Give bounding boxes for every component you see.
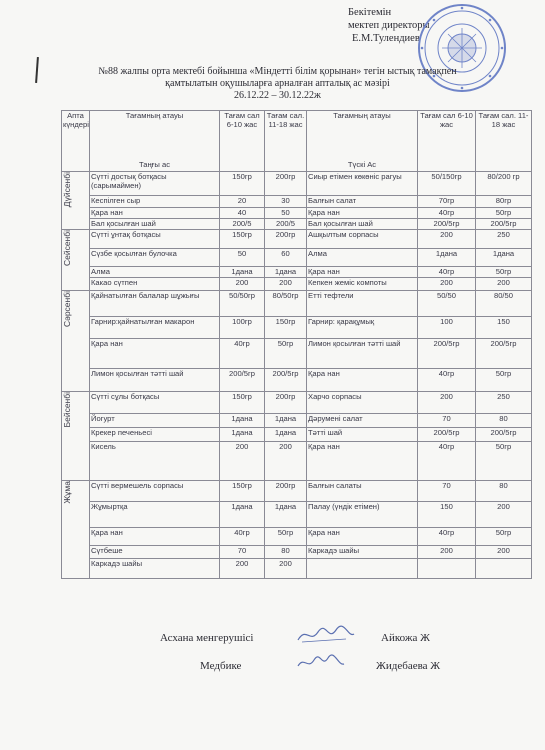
cell-breakfast-portion-11-18: 200/5гр [265, 369, 307, 392]
cell-lunch-portion-11-18: 80гр [476, 196, 532, 208]
cell-breakfast-dish: Какао сүтпен [90, 278, 220, 291]
cell-breakfast-dish: Сүзбе қосылған булочка [90, 249, 220, 267]
cell-breakfast-portion-11-18: 1дана [265, 414, 307, 428]
cell-breakfast-portion-11-18: 200гр [265, 481, 307, 502]
cell-lunch-dish: Етті тефтели [307, 291, 418, 317]
cell-lunch-dish: Каркадэ шайы [307, 546, 418, 559]
cell-breakfast-dish: Лимон қосылған тәтті шай [90, 369, 220, 392]
header-lunch-portion-6-10: Тағам сал 6-10 жас [418, 111, 476, 172]
day-name: Жұма [62, 481, 72, 504]
cell-lunch-portion-11-18: 200/5гр [476, 428, 532, 442]
table-row [62, 196, 532, 208]
cell-lunch-portion-6-10: 70гр [418, 196, 476, 208]
cell-lunch-dish: Қара нан [307, 369, 418, 392]
table-row [62, 442, 532, 481]
cell-breakfast-portion-11-18: 50 [265, 208, 307, 219]
cell-lunch-portion-6-10: 1дана [418, 249, 476, 267]
cell-lunch-portion-6-10: 40гр [418, 208, 476, 219]
margin-pen-mark [35, 57, 39, 83]
cell-lunch-dish: Тәтті шай [307, 428, 418, 442]
cell-breakfast-dish: Жұмыртқа [90, 502, 220, 528]
cell-lunch-portion-6-10: 40гр [418, 267, 476, 278]
cell-breakfast-portion-6-10: 40гр [220, 528, 265, 546]
cell-breakfast-dish: Сүтті вермешель сорпасы [90, 481, 220, 502]
cell-lunch-portion-6-10: 200 [418, 392, 476, 414]
cell-lunch-portion-11-18: 200/5гр [476, 339, 532, 369]
cell-lunch-portion-6-10: 200 [418, 546, 476, 559]
cell-lunch-portion-11-18: 80/200 гр [476, 172, 532, 196]
cell-breakfast-portion-6-10: 200 [220, 442, 265, 481]
cell-breakfast-portion-6-10: 1дана [220, 428, 265, 442]
cell-breakfast-dish: Қайнатылған балалар шұжығы [90, 291, 220, 317]
title-date-range: 26.12.22 – 30.12.22ж [234, 90, 321, 101]
day-name: Сәрсенбі [62, 291, 72, 328]
weekly-menu-table [61, 110, 532, 579]
header-breakfast: Таңғы ас [138, 160, 171, 169]
cell-breakfast-dish: Қара нан [90, 208, 220, 219]
cell-lunch-portion-6-10: 200/5гр [418, 428, 476, 442]
cell-breakfast-dish: Сүтті сұлы ботқасы [90, 392, 220, 414]
cell-lunch-portion-6-10: 40гр [418, 369, 476, 392]
cell-lunch-portion-11-18: 50гр [476, 267, 532, 278]
header-portion-11-18: Тағам сал. 11-18 жас [265, 111, 307, 172]
document-title [40, 66, 515, 102]
cell-breakfast-portion-6-10: 150гр [220, 392, 265, 414]
cell-breakfast-dish: Алма [90, 267, 220, 278]
cell-breakfast-portion-6-10: 200 [220, 559, 265, 579]
cell-lunch-dish: Қара нан [307, 208, 418, 219]
cell-breakfast-portion-6-10: 200/5гр [220, 369, 265, 392]
cell-breakfast-portion-6-10: 200/5 [220, 219, 265, 230]
cell-breakfast-portion-6-10: 50 [220, 249, 265, 267]
cell-breakfast-portion-6-10: 200 [220, 278, 265, 291]
cell-lunch-dish: Қара нан [307, 528, 418, 546]
cell-lunch-portion-11-18: 200 [476, 502, 532, 528]
day-cell [62, 392, 90, 481]
cell-lunch-portion-11-18: 200/5гр [476, 219, 532, 230]
cell-breakfast-dish: Кеспілген сыр [90, 196, 220, 208]
cell-breakfast-portion-6-10: 1дана [220, 502, 265, 528]
cell-lunch-portion-6-10: 50/50 [418, 291, 476, 317]
cell-lunch-dish: Ашқылтым сорпасы [307, 230, 418, 249]
table-row [62, 392, 532, 414]
day-cell [62, 291, 90, 392]
header-portion-6-10: Тағам сал 6-10 жас [220, 111, 265, 172]
day-cell [62, 230, 90, 291]
table-header-row [62, 111, 532, 172]
table-row [62, 291, 532, 317]
cell-lunch-dish: Сиыр етімен көкөніс рагуы [307, 172, 418, 196]
table-row [62, 249, 532, 267]
header-day: Апта күндері [62, 111, 90, 172]
cell-breakfast-portion-6-10: 40гр [220, 339, 265, 369]
cell-lunch-dish: Кепкен жеміс компоты [307, 278, 418, 291]
cell-breakfast-dish: Қара нан [90, 339, 220, 369]
header-lunch-portion-11-18: Тағам сал. 11-18 жас [476, 111, 532, 172]
cell-lunch-portion-11-18: 50гр [476, 442, 532, 481]
cell-lunch-portion-6-10: 150 [418, 502, 476, 528]
cell-lunch-portion-11-18: 150 [476, 317, 532, 339]
nurse-role: Медбике [200, 660, 242, 672]
cell-lunch-portion-6-10: 200 [418, 230, 476, 249]
cell-breakfast-portion-11-18: 200/5 [265, 219, 307, 230]
title-line-2: қамтылатын оқушыларға арналған апталық ас мәзірі [165, 78, 390, 89]
cell-breakfast-portion-6-10: 20 [220, 196, 265, 208]
table-row [62, 528, 532, 546]
table-row [62, 339, 532, 369]
cell-lunch-portion-11-18: 50гр [476, 208, 532, 219]
cook-role: Асхана менгерушісі [160, 632, 254, 644]
title-line-1: №88 жалпы орта мектебі бойынша «Міндетті білім қорынан» тегін ыстық тамақпен [98, 66, 457, 77]
cell-lunch-portion-11-18: 250 [476, 392, 532, 414]
day-cell [62, 172, 90, 230]
cell-breakfast-portion-11-18: 30 [265, 196, 307, 208]
cell-lunch-portion-6-10: 200 [418, 278, 476, 291]
cell-breakfast-dish: Гарнир:қайнатылған макарон [90, 317, 220, 339]
table-row [62, 230, 532, 249]
cook-name: Айкожа Ж [381, 632, 430, 644]
cell-lunch-portion-11-18: 50гр [476, 528, 532, 546]
cell-breakfast-portion-11-18: 80 [265, 546, 307, 559]
cell-lunch-portion-11-18: 80/50 [476, 291, 532, 317]
cell-lunch-portion-6-10: 40гр [418, 442, 476, 481]
cell-lunch-dish: Дәрумені салат [307, 414, 418, 428]
cell-breakfast-dish: Каркадэ шайы [90, 559, 220, 579]
cell-lunch-dish: Балғын салат [307, 196, 418, 208]
cell-lunch-portion-6-10 [418, 559, 476, 579]
table-row [62, 414, 532, 428]
cell-breakfast-portion-11-18: 1дана [265, 267, 307, 278]
cell-lunch-dish: Палау (үндік етімен) [307, 502, 418, 528]
cell-lunch-portion-6-10: 70 [418, 481, 476, 502]
cell-lunch-portion-11-18: 80 [476, 414, 532, 428]
cell-breakfast-portion-6-10: 40 [220, 208, 265, 219]
table-row [62, 278, 532, 291]
table-row [62, 369, 532, 392]
cell-breakfast-portion-11-18: 60 [265, 249, 307, 267]
cell-breakfast-dish: Сүтбеше [90, 546, 220, 559]
header-lunch: Түскі Ас [347, 160, 377, 169]
cell-lunch-portion-6-10: 100 [418, 317, 476, 339]
cell-breakfast-dish: Кисель [90, 442, 220, 481]
header-lunch-dish [307, 111, 418, 172]
day-name: Дүйсенбі [62, 172, 72, 208]
cell-lunch-portion-6-10: 40гр [418, 528, 476, 546]
table-row [62, 481, 532, 502]
cell-breakfast-portion-11-18: 80/50гр [265, 291, 307, 317]
cell-lunch-dish: Қара нан [307, 442, 418, 481]
cell-breakfast-portion-11-18: 50гр [265, 339, 307, 369]
approval-name: Е.М.Тулендиев [352, 33, 420, 44]
cook-signature [296, 624, 356, 646]
cell-lunch-dish: Лимон қосылған тәтті шай [307, 339, 418, 369]
day-cell [62, 481, 90, 579]
cell-lunch-dish: Балғын салаты [307, 481, 418, 502]
table-row [62, 502, 532, 528]
cell-lunch-portion-11-18: 50гр [476, 369, 532, 392]
cell-breakfast-dish: Сүтті достық ботқасы (сарымаймен) [90, 172, 220, 196]
cell-breakfast-portion-6-10: 70 [220, 546, 265, 559]
header-dish-name: Тағамның атауы [125, 111, 184, 120]
cell-lunch-portion-11-18: 200 [476, 546, 532, 559]
cell-lunch-dish: Қара нан [307, 267, 418, 278]
cell-breakfast-portion-6-10: 150гр [220, 172, 265, 196]
cell-breakfast-dish: Бал қосылған шай [90, 219, 220, 230]
cell-breakfast-portion-11-18: 200 [265, 442, 307, 481]
cell-breakfast-portion-6-10: 150гр [220, 481, 265, 502]
approval-position: мектеп директоры [348, 20, 430, 31]
cell-lunch-dish: Харчо сорпасы [307, 392, 418, 414]
cell-breakfast-portion-11-18: 1дана [265, 502, 307, 528]
cell-breakfast-portion-6-10: 50/50гр [220, 291, 265, 317]
table-row [62, 208, 532, 219]
cell-lunch-portion-11-18: 200 [476, 278, 532, 291]
cell-lunch-dish: Алма [307, 249, 418, 267]
cell-lunch-portion-6-10: 200/5гр [418, 339, 476, 369]
cell-breakfast-portion-6-10: 1дана [220, 414, 265, 428]
approval-title: Бекітемін [348, 7, 392, 18]
cell-lunch-portion-11-18: 250 [476, 230, 532, 249]
cell-lunch-dish [307, 559, 418, 579]
table-row [62, 267, 532, 278]
cell-breakfast-portion-6-10: 100гр [220, 317, 265, 339]
cell-breakfast-portion-11-18: 150гр [265, 317, 307, 339]
cell-breakfast-portion-11-18: 50гр [265, 528, 307, 546]
cell-lunch-portion-6-10: 50/150гр [418, 172, 476, 196]
day-name: Сейсенбі [62, 230, 72, 267]
table-row [62, 546, 532, 559]
table-row [62, 559, 532, 579]
table-row [62, 219, 532, 230]
cell-breakfast-portion-11-18: 200гр [265, 172, 307, 196]
cell-lunch-portion-11-18: 80 [476, 481, 532, 502]
cell-lunch-dish: Гарнир: қарақұмық [307, 317, 418, 339]
cell-lunch-portion-11-18: 1дана [476, 249, 532, 267]
cell-breakfast-portion-11-18: 200 [265, 278, 307, 291]
cell-breakfast-dish: Йогурт [90, 414, 220, 428]
cell-lunch-portion-6-10: 200/5гр [418, 219, 476, 230]
cell-lunch-portion-6-10: 70 [418, 414, 476, 428]
cell-breakfast-portion-6-10: 150гр [220, 230, 265, 249]
table-row [62, 172, 532, 196]
cell-breakfast-portion-6-10: 1дана [220, 267, 265, 278]
table-row [62, 317, 532, 339]
cell-lunch-dish: Бал қосылған шай [307, 219, 418, 230]
day-name: Бейсенбі [62, 392, 72, 428]
header-dish-name-2: Тағамның атауы [333, 111, 391, 120]
menu-body [62, 172, 532, 579]
cell-breakfast-dish: Қара нан [90, 528, 220, 546]
nurse-signature [296, 652, 346, 674]
cell-breakfast-portion-11-18: 200 [265, 559, 307, 579]
cell-breakfast-portion-11-18: 200гр [265, 392, 307, 414]
header-breakfast-dish [90, 111, 220, 172]
nurse-name: Жидебаева Ж [376, 660, 441, 672]
table-row [62, 428, 532, 442]
cell-breakfast-portion-11-18: 200гр [265, 230, 307, 249]
cell-breakfast-portion-11-18: 1дана [265, 428, 307, 442]
cell-breakfast-dish: Сүтті ұнтақ ботқасы [90, 230, 220, 249]
cell-breakfast-dish: Крекер печеньесі [90, 428, 220, 442]
cell-lunch-portion-11-18 [476, 559, 532, 579]
